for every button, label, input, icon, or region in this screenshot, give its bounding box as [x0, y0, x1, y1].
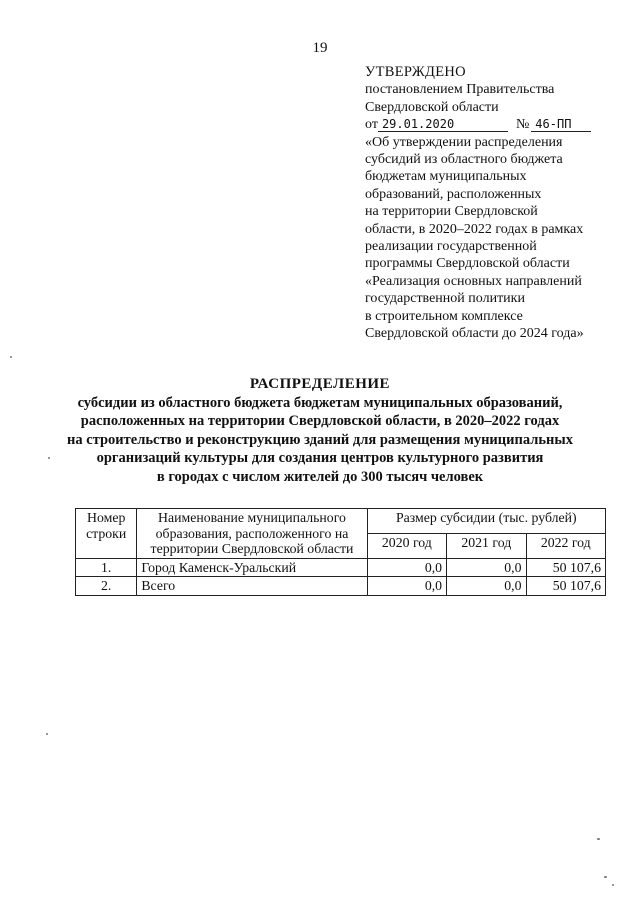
date-prefix: от — [365, 117, 378, 133]
header-year-2021: 2021 год — [447, 533, 526, 558]
resolution-line: «Реализация основных направлений — [365, 273, 582, 289]
scan-speck — [612, 884, 614, 886]
heading-line: организаций культуры для создания центров культурного развития — [96, 450, 544, 467]
row-value-2022: 50 107,6 — [526, 558, 605, 577]
resolution-line: на территории Свердловской — [365, 204, 538, 220]
table-header-row — [76, 509, 606, 534]
resolution-line: бюджетам муниципальных — [365, 169, 527, 185]
row-number: 2. — [76, 577, 137, 596]
resolution-line: государственной политики — [365, 291, 525, 307]
resolution-line: Свердловской области до 2024 года» — [365, 326, 584, 342]
row-value-2020: 0,0 — [367, 577, 446, 596]
resolution-line: в строительном комплексе — [365, 308, 523, 324]
approval-number: 46-ПП — [531, 117, 591, 132]
scan-speck — [604, 876, 607, 878]
row-value-2021: 0,0 — [447, 558, 526, 577]
resolution-line: «Об утверждении распределения — [365, 134, 563, 150]
approval-date: 29.01.2020 — [378, 117, 508, 132]
approval-date-number-line — [365, 116, 625, 133]
table-row — [76, 558, 606, 577]
scan-speck — [48, 457, 50, 459]
resolution-line: реализации государственной — [365, 239, 537, 255]
approval-line-2: Свердловской области — [365, 99, 499, 115]
number-sign: № — [515, 117, 530, 133]
row-value-2020: 0,0 — [367, 558, 446, 577]
document-heading — [40, 375, 600, 487]
table-row — [76, 577, 606, 596]
approval-title: УТВЕРЖДЕНО — [365, 64, 466, 80]
heading-line: расположенных на территории Свердловской области, в 2020–2022 годах — [80, 413, 560, 430]
scan-speck — [597, 838, 600, 840]
row-number: 1. — [76, 558, 137, 577]
row-municipality: Всего — [137, 577, 367, 596]
approval-block — [365, 64, 625, 343]
row-value-2022: 50 107,6 — [526, 577, 605, 596]
row-municipality: Город Каменск-Уральский — [137, 558, 367, 577]
header-year-2022: 2022 год — [526, 533, 605, 558]
resolution-line: программы Свердловской области — [365, 256, 570, 272]
resolution-line: образований, расположенных — [365, 186, 542, 202]
header-year-2020: 2020 год — [367, 533, 446, 558]
heading-line: субсидии из областного бюджета бюджетам муниципальных образований, — [77, 394, 563, 411]
resolution-line: субсидий из областного бюджета — [365, 152, 563, 168]
heading-line: на строительство и реконструкцию зданий для размещения муниципальных — [67, 431, 573, 448]
resolution-line: области, в 2020–2022 годах в рамках — [365, 221, 584, 237]
header-municipality-name: Наименование муниципального образования, расположенного на территории Свердловской области — [137, 509, 367, 559]
page-number: 19 — [312, 40, 328, 56]
header-subsidy-amount: Размер субсидии (тыс. рублей) — [367, 509, 605, 534]
header-row-number: Номер строки — [76, 509, 137, 559]
heading-title: РАСПРЕДЕЛЕНИЕ — [249, 376, 391, 392]
scan-speck — [46, 733, 48, 735]
heading-line: в городах с числом жителей до 300 тысяч человек — [156, 468, 484, 485]
subsidy-table — [75, 508, 606, 596]
approval-line-1: постановлением Правительства — [365, 82, 555, 98]
scan-speck — [10, 356, 12, 358]
row-value-2021: 0,0 — [447, 577, 526, 596]
